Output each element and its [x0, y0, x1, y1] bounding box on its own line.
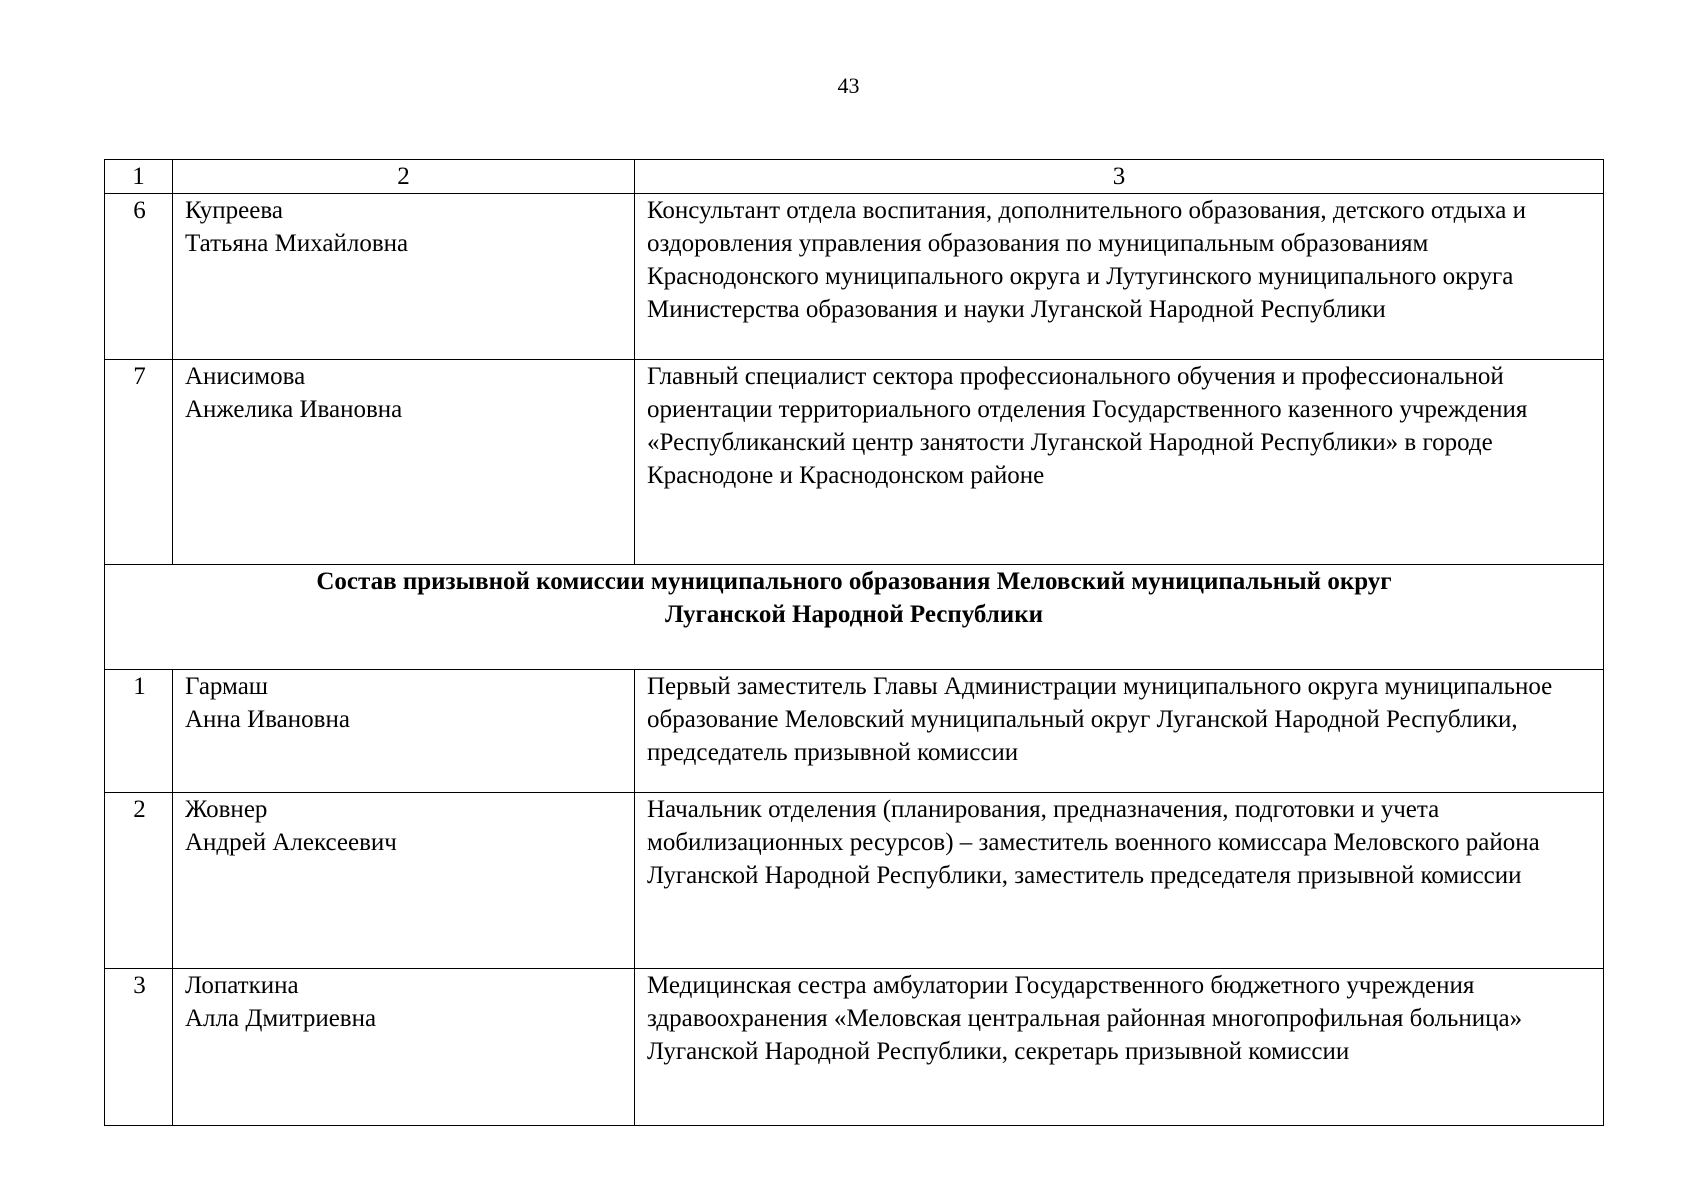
member-position-cell	[635, 670, 1604, 793]
member-given-names: Татьяна Михайловна	[185, 230, 409, 257]
table-row	[105, 360, 1604, 565]
table-header-row	[105, 160, 1604, 194]
header-col-1: 1	[105, 160, 173, 194]
row-number: 1	[105, 670, 173, 793]
member-name-cell	[173, 969, 635, 1126]
table-row	[105, 194, 1604, 360]
table-row	[105, 969, 1604, 1126]
member-name-cell	[173, 360, 635, 565]
member-given-names: Андрей Алексеевич	[185, 829, 397, 856]
member-position: Главный специалист сектора профессионального обучения и профессиональной ориентации территориального отделения Государственного казенного учреждения «Республиканский центр занятости Луганской Народной Республики» в городе Краснодоне и Краснодонском районе	[647, 363, 1528, 489]
row-number: 6	[105, 194, 173, 360]
header-col-2: 2	[173, 160, 635, 194]
member-surname: Купреева	[185, 197, 283, 224]
member-position-cell	[635, 793, 1604, 969]
section-title-line-1: Состав призывной комиссии муниципального образования Меловский муниципальный округ	[316, 568, 1392, 595]
member-position: Начальник отделения (планирования, предназначения, подготовки и учета мобилизационных ресурсов) – заместитель военного комиссара Меловского района Луганской Народной Республики, заместитель председателя призывной комиссии	[647, 796, 1540, 889]
member-surname: Гармаш	[185, 673, 269, 700]
member-position-cell	[635, 194, 1604, 360]
member-surname: Лопаткина	[185, 972, 299, 999]
header-col-3: 3	[635, 160, 1604, 194]
member-position-cell	[635, 360, 1604, 565]
member-given-names: Алла Дмитриевна	[185, 1005, 377, 1032]
row-number: 7	[105, 360, 173, 565]
table-row	[105, 670, 1604, 793]
table-row	[105, 793, 1604, 969]
member-surname: Анисимова	[185, 363, 306, 390]
row-number: 2	[105, 793, 173, 969]
member-given-names: Анна Ивановна	[185, 706, 350, 733]
member-given-names: Анжелика Ивановна	[185, 396, 403, 423]
row-number: 3	[105, 969, 173, 1126]
members-table	[104, 159, 1604, 1126]
member-position-cell	[635, 969, 1604, 1126]
member-surname: Жовнер	[185, 796, 268, 823]
member-name-cell	[173, 793, 635, 969]
section-heading-row	[105, 565, 1604, 670]
member-position: Первый заместитель Главы Администрации муниципального округа муниципальное образование Меловский муниципальный округ Луганской Народной Республики, председатель призывной комиссии	[647, 673, 1553, 766]
section-heading	[105, 565, 1604, 670]
member-name-cell	[173, 670, 635, 793]
page-number: 43	[837, 73, 860, 98]
section-title-line-2: Луганской Народной Республики	[664, 601, 1044, 628]
member-position: Консультант отдела воспитания, дополнительного образования, детского отдыха и оздоровления управления образования по муниципальным образованиям Краснодонского муниципального округа и Лутугинского муниципального округа Министерства образования и науки Луганской Народной Республики	[647, 197, 1526, 323]
member-position: Медицинская сестра амбулатории Государственного бюджетного учреждения здравоохранения «Меловская центральная районная многопрофильная больница» Луганской Народной Республики, секретарь призывной комиссии	[647, 972, 1523, 1065]
member-name-cell	[173, 194, 635, 360]
